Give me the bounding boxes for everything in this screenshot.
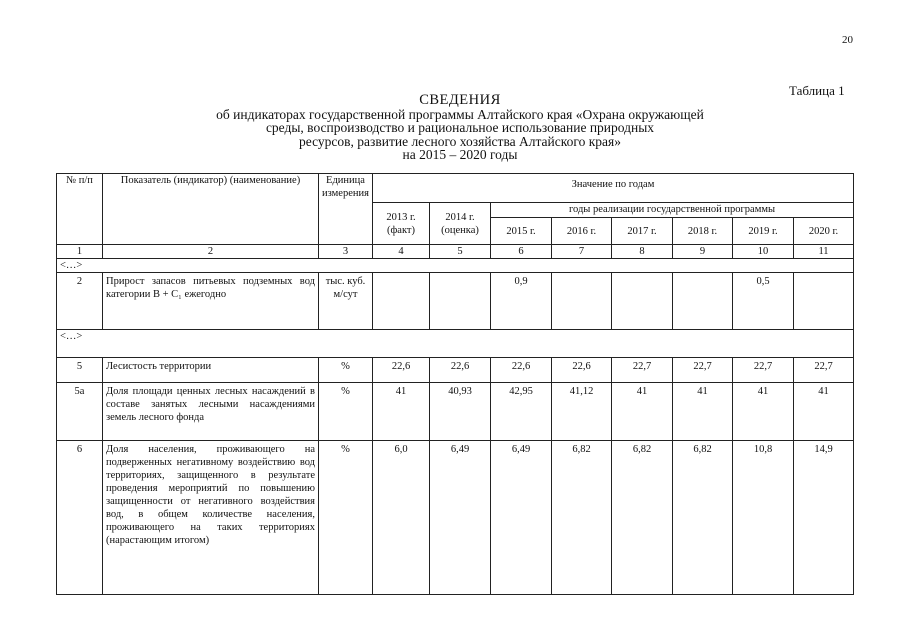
title-line-1: об индикаторах государственной программы Алтайского края «Охрана окружающей — [216, 106, 704, 122]
header-program-years: годы реализации государственной программы — [491, 203, 854, 218]
row-value: 41 — [794, 383, 854, 441]
row-value: 41 — [673, 383, 733, 441]
row-indicator: Прирост запасов питьевых подземных вод категории В + С₁ ежегодно — [103, 273, 319, 330]
table-reference: Таблица 1 — [789, 83, 845, 98]
header-unit: Единица измерения — [319, 174, 373, 245]
row-value — [373, 273, 430, 330]
row-unit: тыс. куб. м/сут — [319, 273, 373, 330]
col-number: 7 — [552, 245, 612, 259]
document-title — [150, 94, 770, 162]
title-heading: СВЕДЕНИЯ — [419, 92, 501, 108]
table-row — [57, 441, 854, 595]
row-unit: % — [319, 358, 373, 383]
col-number: 1 — [57, 245, 103, 259]
header-2016: 2016 г. — [552, 218, 612, 245]
header-indicator: Показатель (индикатор) (наименование) — [103, 174, 319, 245]
row-value: 42,95 — [491, 383, 552, 441]
row-value: 22,6 — [430, 358, 491, 383]
row-value: 22,7 — [612, 358, 673, 383]
title-line-3: ресурсов, развитие лесного хозяйства Алтайского края» — [299, 133, 621, 149]
row-value: 6,49 — [430, 441, 491, 595]
row-value: 14,9 — [794, 441, 854, 595]
row-unit: % — [319, 383, 373, 441]
row-value — [612, 273, 673, 330]
ellipsis-row: <…> — [57, 330, 854, 358]
col-number: 9 — [673, 245, 733, 259]
row-num: 2 — [57, 273, 103, 330]
row-value: 22,6 — [373, 358, 430, 383]
col-number: 4 — [373, 245, 430, 259]
row-value: 0,5 — [733, 273, 794, 330]
row-value: 41 — [612, 383, 673, 441]
table-row — [57, 358, 854, 383]
row-value: 0,9 — [491, 273, 552, 330]
row-value: 6,82 — [552, 441, 612, 595]
header-2015: 2015 г. — [491, 218, 552, 245]
row-value: 41 — [733, 383, 794, 441]
row-value: 22,6 — [491, 358, 552, 383]
row-value — [430, 273, 491, 330]
header-2018: 2018 г. — [673, 218, 733, 245]
row-value: 22,7 — [733, 358, 794, 383]
header-2019: 2019 г. — [733, 218, 794, 245]
row-value — [794, 273, 854, 330]
page-number: 20 — [842, 34, 853, 46]
row-value: 22,7 — [794, 358, 854, 383]
header-2017: 2017 г. — [612, 218, 673, 245]
row-value — [552, 273, 612, 330]
row-value: 6,82 — [673, 441, 733, 595]
table-row — [57, 383, 854, 441]
header-2020: 2020 г. — [794, 218, 854, 245]
title-line-4: на 2015 – 2020 годы — [402, 147, 518, 162]
row-value — [673, 273, 733, 330]
row-indicator: Доля площади ценных лесных насаждений в составе занятых лесными насаждениями земель лесного фонда — [103, 383, 319, 441]
row-value: 41,12 — [552, 383, 612, 441]
row-value: 10,8 — [733, 441, 794, 595]
header-2014: 2014 г. (оценка) — [430, 203, 491, 245]
row-value: 41 — [373, 383, 430, 441]
header-num: № п/п — [57, 174, 103, 245]
col-number: 8 — [612, 245, 673, 259]
row-indicator: Лесистость территории — [103, 358, 319, 383]
row-indicator: Доля населения, проживающего на подверженных негативному воздействию вод территориях, защищенного в результате проведения мероприятий по повышению защищенности от негативного воздействия вод, в общем количестве населения, проживающего на таких территориях (нарастающим итогом) — [103, 441, 319, 595]
header-values-by-year: Значение по годам — [373, 174, 854, 203]
table-row — [57, 273, 854, 330]
row-num: 5 — [57, 358, 103, 383]
row-num: 5а — [57, 383, 103, 441]
col-number: 6 — [491, 245, 552, 259]
row-unit: % — [319, 441, 373, 595]
row-value: 22,7 — [673, 358, 733, 383]
ellipsis-row: <…> — [57, 259, 854, 273]
row-value: 6,49 — [491, 441, 552, 595]
row-value: 6,0 — [373, 441, 430, 595]
col-number: 3 — [319, 245, 373, 259]
header-2013: 2013 г. (факт) — [373, 203, 430, 245]
row-value: 40,93 — [430, 383, 491, 441]
row-value: 22,6 — [552, 358, 612, 383]
col-number: 2 — [103, 245, 319, 259]
title-line-2: среды, воспроизводство и рациональное использование природных — [265, 120, 655, 135]
col-number: 5 — [430, 245, 491, 259]
row-value: 6,82 — [612, 441, 673, 595]
col-number: 10 — [733, 245, 794, 259]
indicators-table — [56, 173, 854, 595]
row-num: 6 — [57, 441, 103, 595]
col-number: 11 — [794, 245, 854, 259]
